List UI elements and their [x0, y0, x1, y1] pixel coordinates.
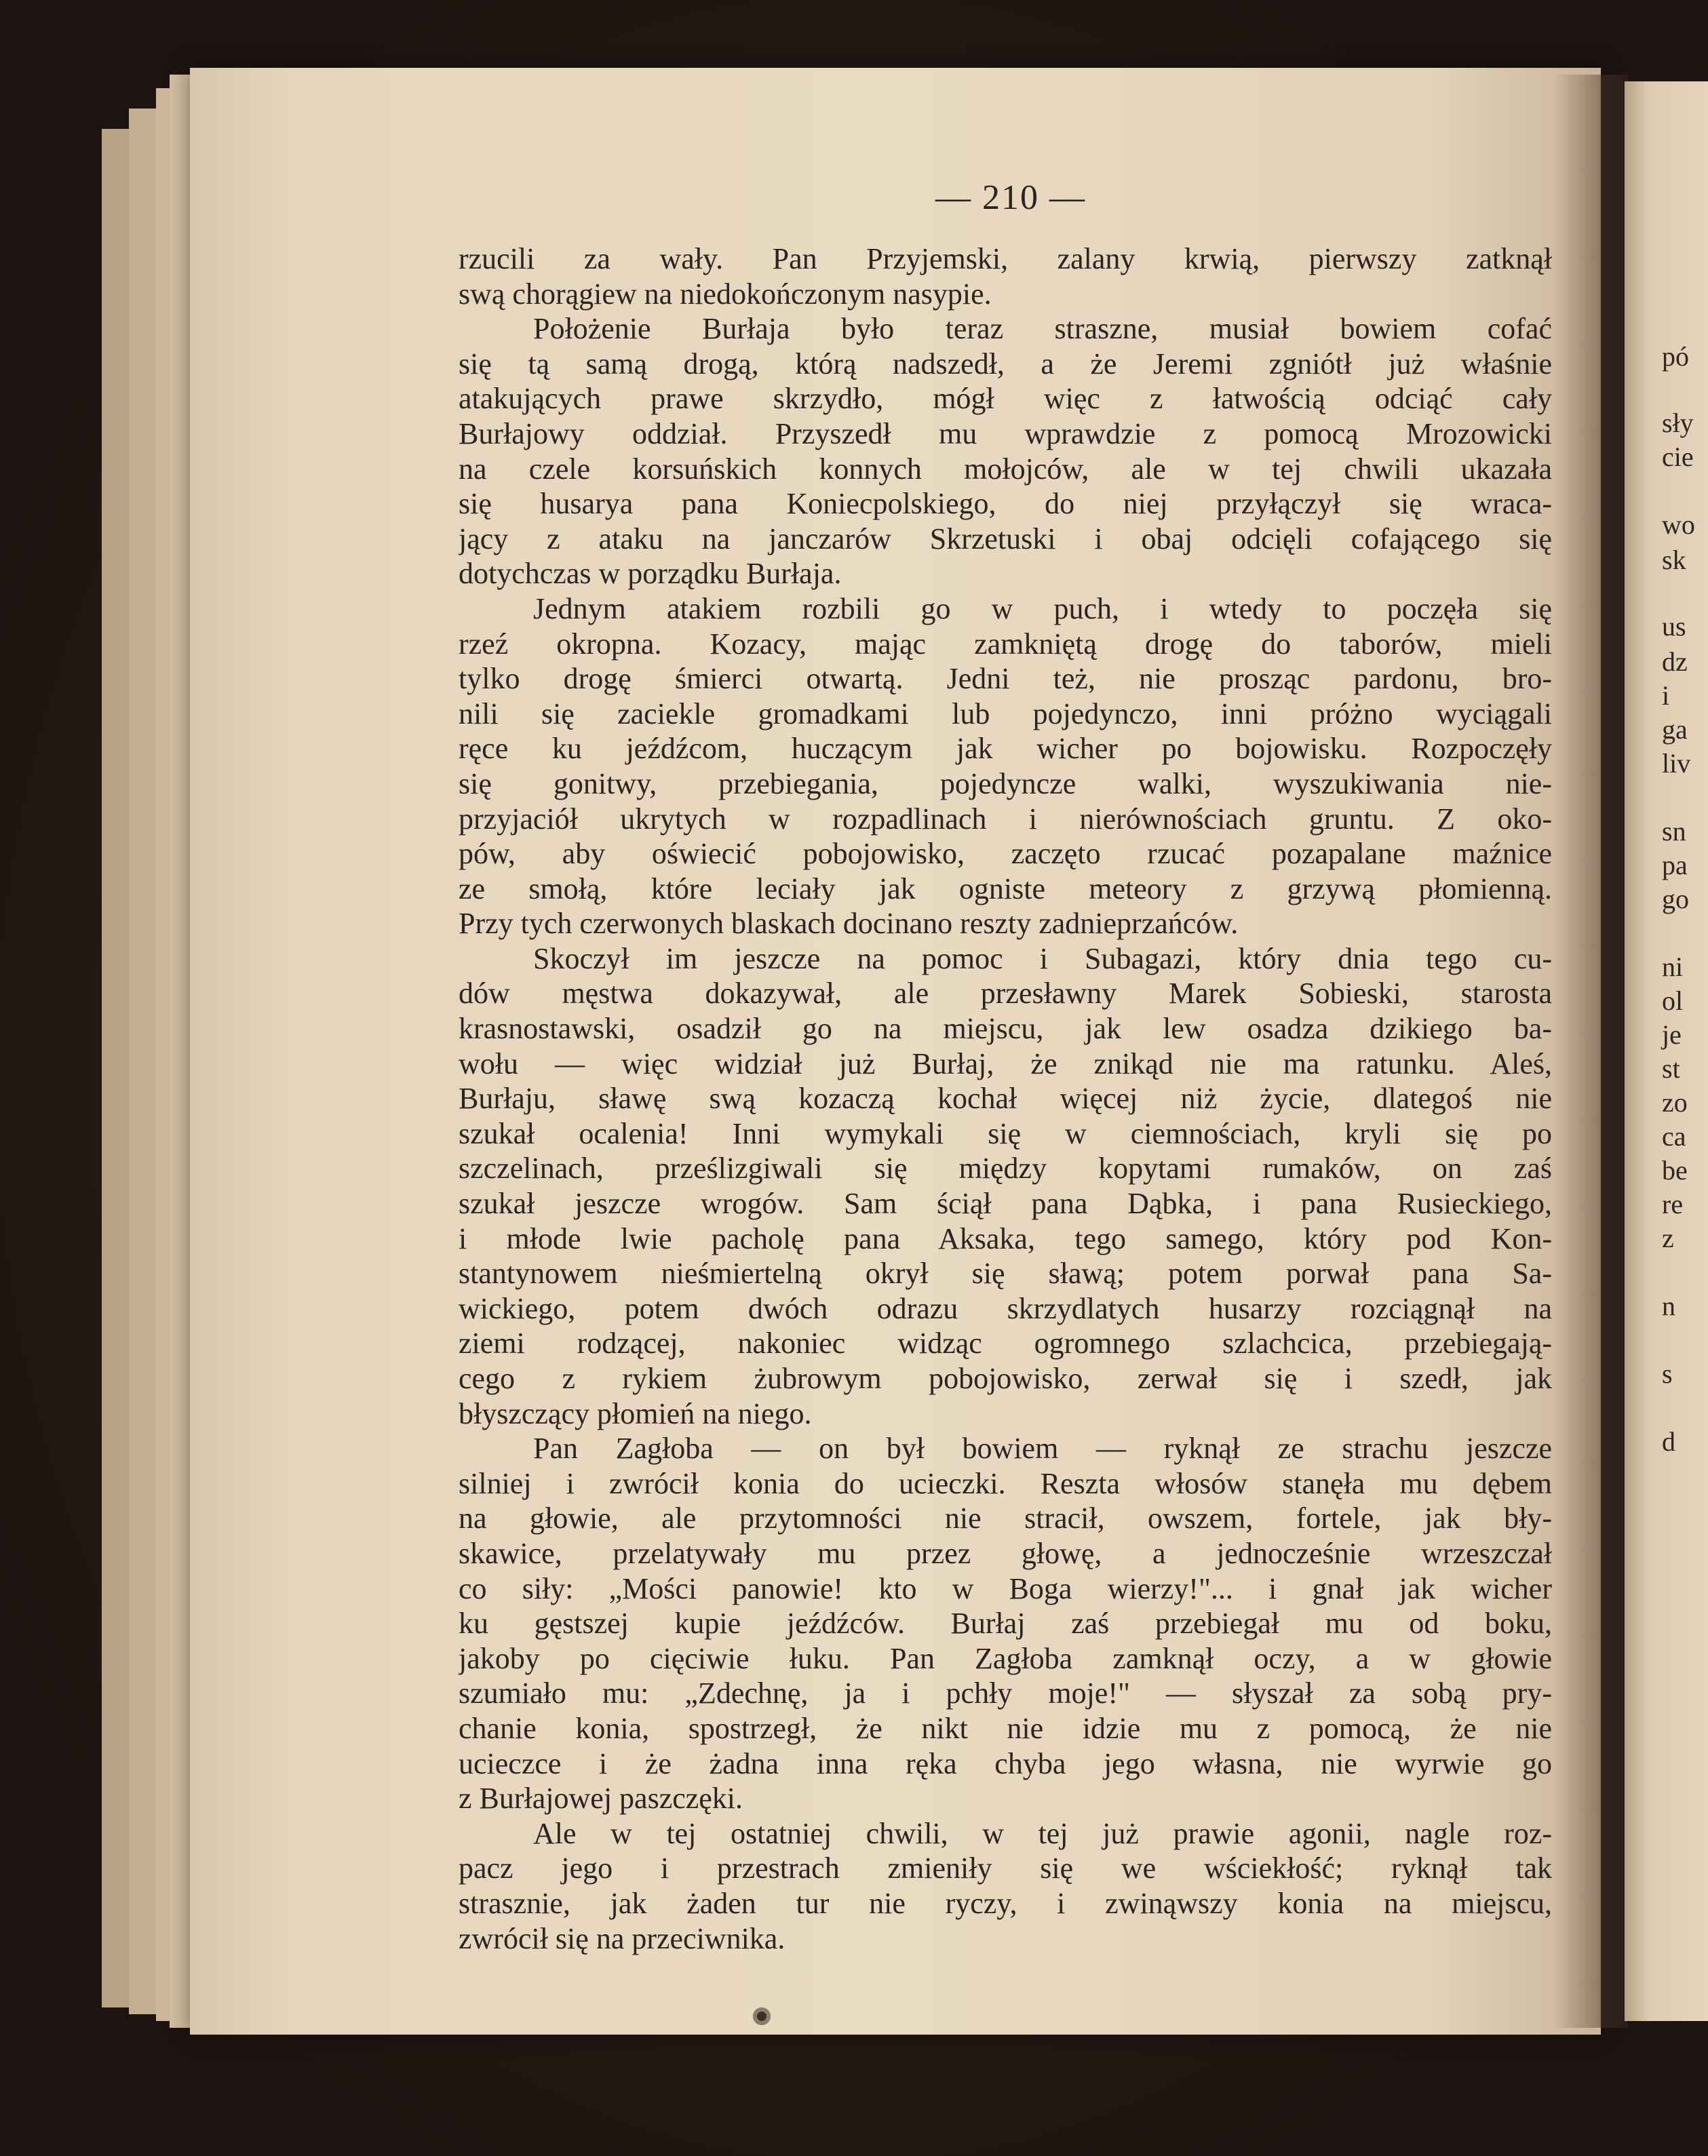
text-line: Burłajowy oddział. Przyszedł mu wprawdzie z pomocą Mrozowicki: [459, 416, 1552, 450]
text-line: przyjaciół ukrytych w rozpadlinach i nierównościach gruntu. Z oko-: [459, 802, 1552, 836]
facing-page-fragment: d: [1662, 1426, 1675, 1457]
facing-page-fragment: us: [1662, 611, 1686, 642]
text-line: ucieczce i że żadna inna ręka chyba jego własna, nie wyrwie go: [459, 1746, 1552, 1780]
facing-page: [1625, 81, 1708, 2021]
facing-page-fragment: i: [1662, 680, 1670, 711]
text-line: nili się zaciekle gromadkami lub pojedynczo, inni próżno wyciągali: [459, 697, 1552, 730]
text-line: dów męstwa dokazywał, ale przesławny Marek Sobieski, starosta: [459, 977, 1552, 1011]
text-line: szukał jeszcze wrogów. Sam ściął pana Dąbka, i pana Rusieckiego,: [459, 1187, 1552, 1221]
facing-page-fragment: sk: [1662, 545, 1686, 575]
text-line: szczelinach, prześlizgiwali się między kopytami rumaków, on zaś: [459, 1152, 1552, 1185]
facing-page-fragment: pa: [1662, 850, 1688, 880]
text-line: Położenie Burłaja było teraz straszne, musiał bowiem cofać: [533, 312, 1552, 346]
text-line: stantynowem nieśmiertelną okrył się sławą; potem porwał pana Sa-: [459, 1257, 1552, 1291]
facing-page-fragment: go: [1662, 884, 1689, 914]
text-line: swą chorągiew na niedokończonym nasypie.: [459, 277, 992, 311]
facing-page-fragment: s: [1662, 1358, 1673, 1389]
facing-page-fragment: wo: [1662, 509, 1695, 540]
text-line: dotychczas w porządku Burłaja.: [459, 557, 842, 591]
facing-page-fragment: ca: [1662, 1121, 1686, 1152]
text-line: na głowie, ale przytomności nie stracił, owszem, fortele, jak bły-: [459, 1502, 1552, 1535]
text-line: ręce ku jeźdźcom, huczącym jak wicher po bojowisku. Rozpoczęły: [459, 732, 1552, 766]
text-line: wołu — więc widział już Burłaj, że znikąd nie ma ratunku. Aleś,: [459, 1046, 1552, 1080]
facing-page-fragment: dz: [1662, 646, 1688, 677]
text-line: błyszczący płomień na niego.: [459, 1396, 812, 1430]
text-line: co siły: „Mości panowie! kto w Boga wierzy!"... i gnał jak wicher: [459, 1571, 1552, 1605]
text-line: Pan Zagłoba — on był bowiem — ryknął ze strachu jeszcze: [533, 1432, 1552, 1466]
facing-page-fragment: ni: [1662, 952, 1684, 982]
book-gutter: [1553, 75, 1628, 2028]
text-line: ze smołą, które leciały jak ogniste meteory z grzywą płomienną.: [459, 871, 1552, 905]
text-line: pacz jego i przestrach zmieniły się we wściekłość; ryknął tak: [459, 1851, 1552, 1885]
text-line: szukał ocalenia! Inni wymykali się w ciemnościach, kryli się po: [459, 1116, 1552, 1150]
text-line: tylko drogę śmierci otwartą. Jedni też, nie prosząc pardonu, bro-: [459, 662, 1552, 696]
facing-page-fragment: z: [1662, 1223, 1674, 1253]
page-number: — 210 —: [935, 178, 1086, 217]
facing-page-fragment: zo: [1662, 1087, 1688, 1118]
text-line: rzeź okropna. Kozacy, mając zamkniętą drogę do taborów, mieli: [459, 627, 1552, 661]
text-line: zwrócił się na przeciwnika.: [459, 1921, 785, 1955]
facing-page-fragment: sn: [1662, 816, 1686, 846]
facing-page-fragment: je: [1662, 1019, 1682, 1050]
text-line: Ale w tej ostatniej chwili, w tej już prawie agonii, nagle roz-: [533, 1816, 1552, 1850]
text-line: pów, aby oświecić pobojowisko, zaczęto rzucać pozapalane maźnice: [459, 837, 1552, 871]
facing-page-fragment: sły: [1662, 408, 1694, 438]
text-line: strasznie, jak żaden tur nie ryczy, i zwinąwszy konia na miejscu,: [459, 1886, 1552, 1920]
facing-page-fragment: be: [1662, 1155, 1688, 1185]
facing-page-fragment: n: [1662, 1291, 1675, 1321]
text-line: szumiało mu: „Zdechnę, ja i pchły moje!" — słyszał za sobą pry-: [459, 1677, 1552, 1710]
facing-page-fragment: ol: [1662, 985, 1684, 1016]
text-line: Jednym atakiem rozbili go w puch, i wtedy to poczęła się: [533, 591, 1552, 625]
text-line: jący z ataku na janczarów Skrzetuski i obaj odcięli cofającego się: [459, 522, 1552, 555]
text-line: skawice, przelatywały mu przez głowę, a jednocześnie wrzeszczał: [459, 1536, 1552, 1570]
facing-page-fragment: st: [1662, 1053, 1680, 1084]
page-mark: [753, 2007, 771, 2025]
text-line: i młode lwie pacholę pana Aksaka, tego samego, który pod Kon-: [459, 1221, 1552, 1255]
text-line: się gonitwy, przebiegania, pojedyncze walki, wyszukiwania nie-: [459, 766, 1552, 800]
text-line: z Burłajowej paszczęki.: [459, 1782, 743, 1816]
facing-page-fragment: re: [1662, 1189, 1684, 1219]
facing-page-fragment: liv: [1662, 748, 1691, 779]
text-line: na czele korsuńskich konnych mołojców, ale w tej chwili ukazała: [459, 452, 1552, 486]
text-line: jakoby po cięciwie łuku. Pan Zagłoba zamknął oczy, a w głowie: [459, 1641, 1552, 1675]
text-line: wickiego, potem dwóch odrazu skrzydlatych husarzy rozciągnął na: [459, 1291, 1552, 1325]
text-line: Skoczył im jeszcze na pomoc i Subagazi, który dnia tego cu-: [533, 941, 1552, 975]
text-line: się tą samą drogą, którą nadszedł, a że Jeremi zgniótł już właśnie: [459, 347, 1552, 380]
text-line: rzucili za wały. Pan Przyjemski, zalany krwią, pierwszy zatknął: [459, 242, 1552, 275]
text-line: Burłaju, sławę swą kozaczą kochał więcej niż życie, dlategoś nie: [459, 1082, 1552, 1116]
text-line: ku gęstszej kupie jeźdźców. Burłaj zaś przebiegał mu od boku,: [459, 1607, 1552, 1641]
text-line: się husarya pana Koniecpolskiego, do niej przyłączył się wraca-: [459, 487, 1552, 521]
text-line: ziemi rodzącej, nakoniec widząc ogromnego szlachcica, przebiegają-: [459, 1327, 1552, 1360]
text-line: chanie konia, spostrzegł, że nikt nie idzie mu z pomocą, że nie: [459, 1711, 1552, 1745]
text-line: krasnostawski, osadził go na miejscu, jak lew osadza dzikiego ba-: [459, 1012, 1552, 1046]
text-line: Przy tych czerwonych blaskach docinano reszty zadnieprzańców.: [459, 907, 1239, 941]
text-line: silniej i zwrócił konia do ucieczki. Reszta włosów stanęła mu dębem: [459, 1466, 1552, 1500]
body-text: [459, 241, 1552, 1956]
facing-page-fragment: ga: [1662, 714, 1688, 745]
text-line: cego z rykiem żubrowym pobojowisko, zerwał się i szedł, jak: [459, 1362, 1552, 1395]
facing-page-fragment: cie: [1662, 442, 1694, 472]
facing-page-fragment: pó: [1662, 341, 1689, 372]
text-line: atakujących prawe skrzydło, mógł więc z łatwością odciąć cały: [459, 382, 1552, 416]
